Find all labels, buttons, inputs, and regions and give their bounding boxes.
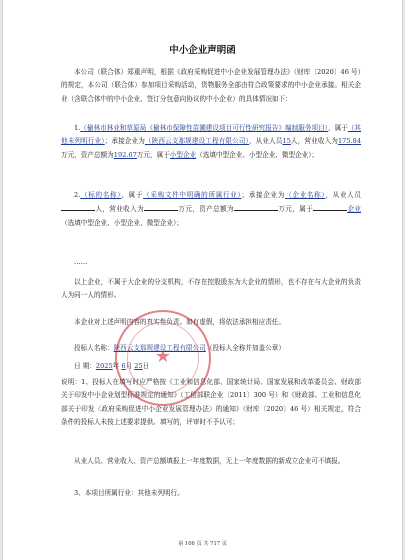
signer-name: 陕西云支那规建设工程有限公司 — [113, 344, 206, 352]
date-year: 2025 — [95, 362, 113, 370]
company-name: （陕西云支那规建设工程有限公司） — [144, 137, 249, 146]
star-icon: ★ — [154, 346, 172, 367]
company-name: （企业名称） — [285, 191, 326, 199]
staff-count: 15 — [282, 137, 291, 146]
total-assets: 192.67 — [113, 150, 137, 159]
enterprise-size: 企业 — [347, 205, 362, 214]
note-2: 从业人员、营业收入、资产总额填报上一年度数据，无上一年度数据的新成立企业可不填报。 — [74, 457, 345, 465]
page-title: 中小企业声明函 — [169, 45, 236, 56]
ellipsis: …… — [74, 258, 88, 266]
enterprise-item-1: 1.（榆林市林业和草原局《榆林市保障性苗圃建设项目可行性研究报告》编制服务项目），属于（其他未列明行业）；承接企业为（陕西云支那规建设工程有限公司），从业人员15人，营业收入为175.84万元，资产总额为192.67万元，属于小型企业（选填中型企业、小型企业、微型企业）； — [61, 124, 362, 159]
signer-line: 投标人名称：陕西云支那规建设工程有限公司（投标人全称并加盖公章） — [74, 344, 285, 352]
document-page — [3, 0, 402, 560]
company-seal — [115, 310, 211, 406]
enterprise-item-2: 2.（标的名称），属于（采购文件中明确的所属行业）；承接企业为（企业名称），从业人员人，营业收入为 万元，资产总额为 万元，属于 企业（选填中型企业、小型企业、微型企业）； — [61, 191, 362, 227]
blank-field — [61, 202, 95, 211]
blank-field — [313, 202, 347, 211]
date-day: 25 — [134, 362, 143, 370]
item-number: 2. — [74, 191, 81, 199]
revenue: 175.84 — [337, 137, 362, 146]
blank-field — [144, 202, 178, 211]
enterprise-size: 小型企业 — [169, 150, 197, 159]
industry: （其他未列明行业） — [61, 124, 362, 146]
project-name: （榆林市林业和草原局《榆林市保障性苗圃建设项目可行性研究报告》编制服务项目） — [80, 124, 328, 132]
project-name: （标的名称） — [80, 191, 122, 199]
intro-paragraph: 本公司（联合体）郑重声明，根据《政府采购促进中小企业发展管理办法》（财库〔2020〕46 号）的规定，本公司（联合体）参加项目采购活动，货物服务全部由符合政策要求的中小企业承接。相关企业（含联合体中的中小企业、签订分包意向协议的中小企业）的具体情况如下： — [61, 68, 361, 103]
blank-field — [234, 202, 278, 211]
date-line: 日 期：2025年 6月 25日 — [74, 362, 150, 370]
page-footer: 第 106 页 共 717 页 — [178, 541, 227, 547]
item-number: 1. — [74, 124, 81, 132]
relation-statement: 以上企业，不属于大企业的分支机构，不存在控股股东为大企业的情形，也不存在与大企业的负责人为同一人的情形。 — [61, 278, 361, 300]
industry: （采购文件中明确的所属行业） — [143, 191, 242, 199]
note-1: 说明：1、投标人在填写时应严格按《工业和信息化部、国家统计局、国家发展和改革委员会、财政部关于印发中小企业划型标准规定的通知》（工信部联企业〔2011〕300 号）和《财政部、工业和信息化部关于印发〈政府采购促进中小企业发展管理办法〉的通知》（财库〔2020〕46 号）相关规定，符合条件的投标人未按上述要求提供、填写的，评审时不予认可； — [61, 378, 361, 427]
date-month: 6 — [121, 362, 126, 370]
note-3: 3、本项目所属行业：其他未列明行。 — [74, 489, 184, 497]
truth-statement: 本企业对上述声明内容的真实性负责。如有虚假，将依法承担相应责任。 — [74, 318, 285, 326]
